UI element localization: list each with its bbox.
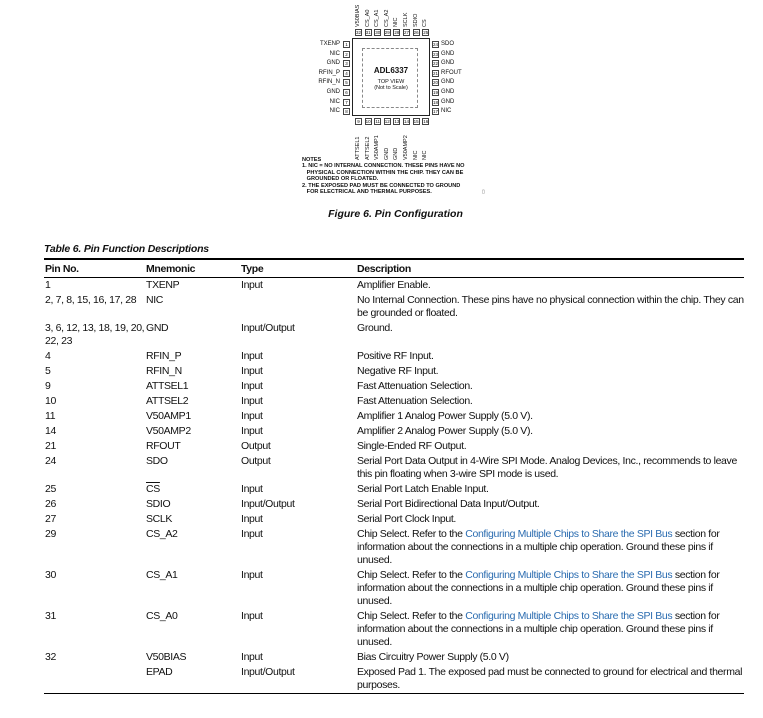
cell-mnemonic: TXENP	[146, 279, 180, 291]
pin-number-left: 6	[343, 89, 350, 96]
description-text: section for information about the connections in a multiple chip operation. Ground these pins if unused.	[357, 569, 720, 607]
cell-type: Input	[241, 569, 263, 581]
cell-pin-no: 5	[45, 365, 51, 377]
table-row	[44, 568, 744, 609]
cell-type: Input	[241, 483, 263, 495]
cell-type	[240, 293, 356, 321]
cell-mnemonic: RFOUT	[146, 440, 181, 452]
pin-label-right: NIC	[441, 108, 452, 115]
pin-label-left: NIC	[329, 108, 340, 115]
pin-label-top: CS_A2	[383, 9, 390, 27]
cell-pin-no	[44, 665, 145, 694]
pin-number-right: 23	[433, 51, 439, 57]
table-row	[44, 439, 744, 454]
pin-number-bottom: 16	[423, 119, 429, 124]
cell-mnemonic: SCLK	[146, 513, 173, 525]
pin-number-top: 30	[375, 30, 381, 35]
pin-label-top: V50BIAS	[355, 4, 361, 27]
pin-number-bottom: 14	[404, 119, 410, 124]
header-type: Type	[240, 259, 356, 278]
description-text: Chip Select. Refer to the	[357, 569, 466, 581]
pin-label-bottom: ATTSEL1	[355, 136, 361, 160]
cell-pin-no: 30	[45, 569, 56, 581]
table-row	[44, 394, 744, 409]
chip-name: ADL6337	[373, 66, 409, 75]
cell-description: Fast Attenuation Selection.	[357, 380, 473, 392]
cell-type: Input/Output	[241, 322, 295, 334]
pin-label-bottom: ATTSEL2	[364, 136, 371, 160]
cell-description: Amplifier 2 Analog Power Supply (5.0 V).	[357, 425, 533, 437]
note-line: FOR ELECTRICAL AND THERMAL PURPOSES.	[302, 189, 432, 196]
pin-label-bottom: NIC	[422, 150, 429, 160]
pin-number-bottom: 12	[384, 119, 390, 124]
cell-mnemonic: SDO	[146, 455, 168, 467]
table-row	[44, 349, 744, 364]
chip-view: TOP VIEW	[377, 79, 405, 85]
table-row	[44, 650, 744, 665]
cell-type: Input	[241, 610, 263, 622]
pin-number-bottom: 9	[355, 118, 362, 125]
cell-mnemonic: $\overline{CS}$	[146, 483, 160, 495]
pin-number-right: 21	[433, 70, 439, 76]
cell-pin-no: 11	[45, 410, 56, 422]
table-row	[44, 527, 744, 568]
cell-type: Input	[241, 513, 263, 525]
header-mnemonic: Mnemonic	[145, 259, 240, 278]
table-row	[44, 424, 744, 439]
pin-label-right: GND	[441, 98, 455, 105]
table-row	[44, 482, 744, 497]
pin-number-top: 29	[384, 30, 390, 35]
table-row	[44, 278, 744, 294]
cell-pin-no: 24	[45, 455, 56, 467]
cell-pin-no: 9	[45, 380, 51, 392]
pin-number-top: 26	[413, 30, 419, 35]
note-line: 2. THE EXPOSED PAD MUST BE CONNECTED TO GROUND	[302, 182, 461, 189]
pin-number-right: 20	[433, 80, 439, 86]
pin-number-bottom: 13	[394, 119, 400, 124]
pin-number-left: 1	[343, 41, 350, 48]
cell-description: Amplifier 1 Analog Power Supply (5.0 V).	[357, 410, 533, 422]
pin-label-right: GND	[441, 79, 455, 86]
cell-description: Serial Port Latch Enable Input.	[357, 483, 489, 495]
cell-type: Output	[241, 455, 271, 467]
cell-description: Ground.	[357, 322, 393, 334]
chip-view-label	[352, 79, 430, 91]
cell-mnemonic: CS_A1	[146, 569, 178, 581]
cell-description	[356, 568, 744, 609]
pin-label-bottom: GND	[383, 147, 390, 160]
pin-number-top: 28	[394, 30, 400, 35]
pin-label-left: NIC	[329, 98, 340, 105]
pin-label-left: RFIN_N	[318, 79, 340, 86]
pin-number-left: 2	[343, 51, 350, 58]
pin-label-top: CS	[422, 19, 429, 27]
pin-label-top: CS_A1	[374, 9, 381, 27]
table-row	[44, 497, 744, 512]
pin-label-bottom: V50AMP1	[374, 135, 381, 160]
pin-label-bottom: V50AMP2	[403, 135, 409, 160]
cell-pin-no: 1	[45, 279, 51, 291]
pin-number-right: 24	[433, 42, 439, 47]
note-line: 1. NIC = NO INTERNAL CONNECTION. THESE PINS HAVE NO	[302, 163, 465, 170]
pin-label-bottom: NIC	[412, 150, 419, 160]
table-row	[44, 512, 744, 527]
pin-label-bottom: GND	[393, 147, 400, 160]
pin-label-left: NIC	[329, 50, 340, 57]
description-text: Chip Select. Refer to the	[357, 528, 466, 540]
cell-description	[356, 609, 744, 650]
table-row	[44, 665, 744, 694]
cell-mnemonic: ATTSEL2	[146, 395, 189, 407]
pin-label-top: SDIO	[412, 13, 419, 27]
pin-label-right: GND	[441, 89, 455, 95]
pin-number-right: 22	[433, 61, 439, 67]
note-line: PHYSICAL CONNECTION WITHIN THE CHIP. THEY CAN BE	[302, 169, 464, 176]
cell-description: Bias Circuitry Power Supply (5.0 V)	[357, 651, 509, 663]
exposed-pad-outline	[362, 48, 418, 108]
table-row	[44, 293, 744, 321]
cell-pin-no: 32	[45, 651, 56, 663]
cell-mnemonic: CS_A0	[146, 610, 178, 622]
cell-pin-no: 10	[45, 395, 56, 407]
cell-mnemonic: RFIN_N	[146, 365, 182, 377]
cell-pin-no: 21	[45, 440, 56, 452]
pin-label-top: CS_A0	[364, 9, 371, 27]
table-row	[44, 609, 744, 650]
cell-type: Input	[241, 395, 263, 407]
description-text: section for information about the connections in a multiple chip operation. Ground these pins if unused.	[357, 528, 720, 566]
pin-number-top: 31	[365, 30, 371, 35]
cell-description: Negative RF Input.	[357, 365, 439, 377]
pin-number-right: 17	[433, 109, 439, 115]
cell-mnemonic: NIC	[146, 294, 164, 306]
cell-description: Amplifier Enable.	[357, 279, 431, 291]
pin-label-top: SCLK	[403, 12, 409, 27]
pin-number-left: 3	[343, 60, 350, 67]
cell-description: Exposed Pad 1. The exposed pad must be connected to ground for electrical and thermal purposes.	[356, 665, 744, 694]
note-line: NOTES	[302, 157, 322, 163]
pin-number-left: 5	[343, 79, 350, 86]
cell-type: Output	[241, 440, 271, 452]
cell-pin-no: 14	[45, 425, 56, 437]
pin-number-right: 18	[433, 99, 439, 105]
cell-mnemonic: ATTSEL1	[146, 380, 189, 392]
figure-notes	[302, 157, 465, 195]
pin-label-top: NIC	[393, 17, 400, 27]
pin-number-top: 27	[404, 30, 410, 35]
pin-number-top: 25	[423, 30, 429, 35]
cell-description	[356, 527, 744, 568]
pin-number-bottom: 10	[365, 119, 371, 124]
table-row	[44, 379, 744, 394]
table-header-row	[44, 259, 744, 278]
pin-function-table	[44, 258, 744, 694]
cell-type: Input	[241, 279, 263, 291]
cell-type: Input	[241, 350, 263, 362]
cell-type: Input/Output	[240, 665, 356, 694]
pin-number-top: 32	[356, 30, 362, 35]
figure-caption: Figure 6. Pin Configuration	[328, 208, 463, 220]
pin-number-left: 7	[343, 99, 350, 106]
cell-type: Input	[241, 365, 263, 377]
cell-mnemonic: EPAD	[145, 665, 240, 694]
cell-description: Positive RF Input.	[357, 350, 434, 362]
cell-mnemonic: V50AMP2	[146, 425, 191, 437]
cell-pin-no: 27	[45, 513, 56, 525]
cell-mnemonic: RFIN_P	[146, 350, 182, 362]
figure-id-mark: ▯	[482, 189, 485, 195]
cell-mnemonic: SDIO	[146, 498, 171, 510]
pin-number-bottom: 15	[413, 119, 419, 124]
pin-label-left: TXENP	[319, 41, 340, 47]
cell-pin-no: 2, 7, 8, 15, 16, 17, 28	[45, 294, 137, 306]
table-caption: Table 6. Pin Function Descriptions	[44, 243, 209, 255]
pin-label-right: GND	[441, 50, 455, 57]
table-row	[44, 409, 744, 424]
cell-type: Input	[241, 380, 263, 392]
cell-description: Single-Ended RF Output.	[357, 440, 467, 452]
cell-mnemonic: V50BIAS	[146, 651, 187, 663]
spi-bus-section-link[interactable]: Configuring Multiple Chips to Share the SPI Bus	[465, 610, 673, 622]
cell-type: Input	[241, 410, 263, 422]
pin-number-left: 4	[343, 70, 350, 77]
cell-pin-no: 26	[45, 498, 56, 510]
cell-mnemonic: V50AMP1	[146, 410, 191, 422]
description-text: section for information about the connections in a multiple chip operation. Ground these pins if unused.	[357, 610, 720, 648]
chip-scale: (Not to Scale)	[374, 85, 408, 91]
cell-description: Serial Port Clock Input.	[357, 513, 456, 525]
cell-mnemonic: GND	[146, 322, 169, 334]
header-pin-no: Pin No.	[44, 259, 145, 278]
pin-label-right: SDO	[441, 41, 455, 47]
pin-number-right: 19	[433, 90, 439, 95]
cell-type: Input/Output	[241, 498, 295, 510]
cell-type: Input	[241, 651, 263, 663]
note-line: GROUNDED OR FLOATED.	[302, 176, 379, 183]
cell-mnemonic: CS_A2	[146, 528, 178, 540]
cell-pin-no: 29	[45, 528, 56, 540]
cell-type: Input	[241, 528, 263, 540]
table-row	[44, 454, 744, 482]
cell-description: Fast Attenuation Selection.	[357, 395, 473, 407]
pin-number-left: 8	[343, 108, 350, 115]
cell-description: Serial Port Data Output in 4-Wire SPI Mode. Analog Devices, Inc., recommends to leave this pin floating when 3-wire SPI mode is used.	[357, 455, 737, 480]
spi-bus-section-link[interactable]: Configuring Multiple Chips to Share the SPI Bus	[465, 528, 673, 540]
table-row	[44, 364, 744, 379]
spi-bus-section-link[interactable]: Configuring Multiple Chips to Share the SPI Bus	[465, 569, 673, 581]
cell-description: Serial Port Bidirectional Data Input/Output.	[357, 498, 540, 510]
table-row	[44, 321, 744, 349]
pin-label-left: GND	[326, 60, 340, 67]
pin-label-right: RFOUT	[441, 69, 462, 76]
cell-pin-no: 3, 6, 12, 13, 18, 19, 20, 22, 23	[45, 322, 145, 347]
cell-type: Input	[241, 425, 263, 437]
pin-label-right: GND	[441, 60, 455, 67]
header-description: Description	[356, 259, 744, 278]
cell-pin-no: 4	[45, 350, 51, 362]
description-text: Chip Select. Refer to the	[357, 610, 466, 622]
cell-description: No Internal Connection. These pins have no physical connection within the chip. They can be grounded or floated.	[357, 294, 744, 319]
pin-number-bottom: 11	[375, 119, 381, 124]
pin-label-left: RFIN_P	[318, 69, 340, 76]
cell-pin-no: 25	[45, 483, 56, 495]
cell-pin-no: 31	[45, 610, 56, 622]
pin-label-left: GND	[326, 89, 340, 95]
